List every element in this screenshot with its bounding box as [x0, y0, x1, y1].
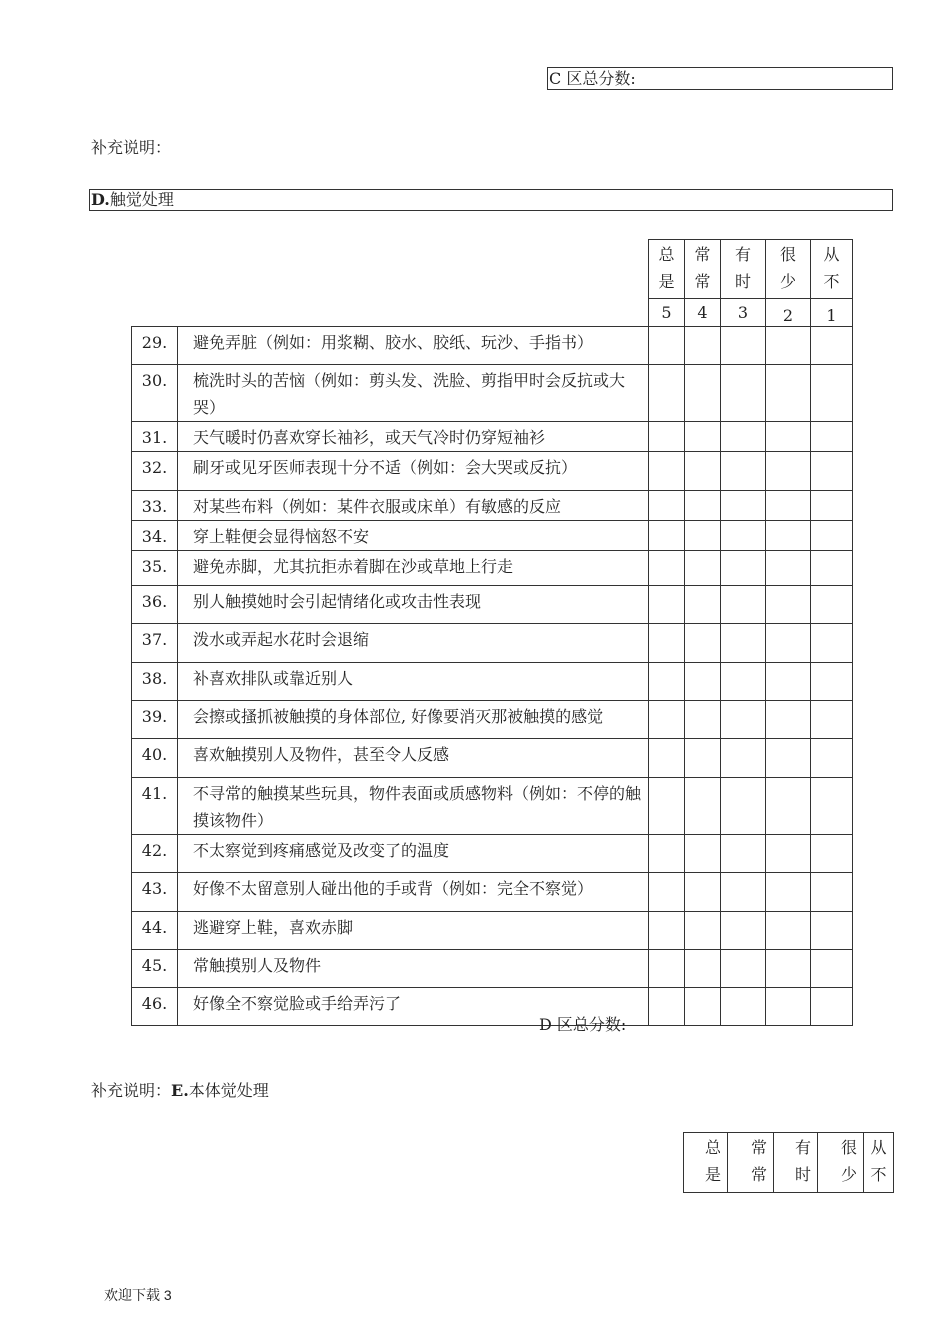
item-text: 不寻常的触摸某些玩具，物件表面或质感物料（例如：不停的触摸该物件） — [178, 778, 649, 835]
rating-cell-score-4[interactable] — [685, 365, 721, 422]
rating-cell-score-5[interactable] — [649, 491, 685, 521]
item-text: 喜欢触摸别人及物件，甚至令人反感 — [178, 739, 649, 778]
rating-cell-score-3[interactable] — [721, 624, 766, 663]
supplement-label-2: 补充说明： — [91, 1081, 172, 1100]
freq-header-seldom: 很 少 — [766, 240, 811, 299]
table-row — [132, 701, 853, 739]
rating-cell-score-2[interactable] — [766, 452, 811, 491]
item-text: 天气暖时仍喜欢穿长袖衫，或天气冷时仍穿短袖衫 — [178, 422, 649, 452]
table-row — [132, 327, 853, 365]
rating-cell-score-1[interactable] — [811, 739, 853, 778]
item-number: 35. — [132, 551, 178, 586]
rating-cell-score-4[interactable] — [685, 624, 721, 663]
rating-cell-score-2[interactable] — [766, 586, 811, 624]
rating-cell-score-3[interactable] — [721, 739, 766, 778]
rating-cell-score-2[interactable] — [766, 327, 811, 365]
e-freq-header-sometimes: 有 时 — [774, 1133, 818, 1193]
table-row — [132, 873, 853, 912]
table-row — [132, 663, 853, 701]
rating-cell-score-5[interactable] — [649, 912, 685, 950]
table-row — [132, 422, 853, 452]
section-e-frequency-header — [683, 1132, 894, 1193]
rating-cell-score-1[interactable] — [811, 624, 853, 663]
rating-cell-score-4[interactable] — [685, 586, 721, 624]
rating-cell-score-1[interactable] — [811, 950, 853, 988]
rating-cell-score-3[interactable] — [721, 586, 766, 624]
rating-cell-score-4[interactable] — [685, 452, 721, 491]
score-4: 4 — [685, 299, 721, 327]
rating-cell-score-2[interactable] — [766, 663, 811, 701]
item-number: 29. — [132, 327, 178, 365]
supplement-label-text: 补充说明： — [91, 138, 172, 157]
rating-cell-score-2[interactable] — [766, 422, 811, 452]
item-text: 好像全不察觉脸或手给弄污了 — [178, 988, 649, 1026]
rating-cell-score-5[interactable] — [649, 327, 685, 365]
rating-cell-score-3[interactable] — [721, 365, 766, 422]
rating-cell-score-4[interactable] — [685, 663, 721, 701]
section-d-frequency-header — [648, 239, 853, 327]
rating-cell-score-3[interactable] — [721, 912, 766, 950]
rating-cell-score-1[interactable] — [811, 327, 853, 365]
section-c-total-box — [547, 67, 893, 90]
rating-cell-score-5[interactable] — [649, 452, 685, 491]
rating-cell-score-4[interactable] — [685, 551, 721, 586]
rating-cell-score-2[interactable] — [766, 988, 811, 1026]
rating-cell-score-4[interactable] — [685, 422, 721, 452]
rating-cell-score-4[interactable] — [685, 491, 721, 521]
item-number: 38. — [132, 663, 178, 701]
rating-cell-score-1[interactable] — [811, 873, 853, 912]
rating-cell-score-5[interactable] — [649, 422, 685, 452]
rating-cell-score-1[interactable] — [811, 988, 853, 1026]
rating-cell-score-2[interactable] — [766, 950, 811, 988]
section-d-total-text: D 区总分数: — [539, 1015, 627, 1034]
item-number: 31. — [132, 422, 178, 452]
rating-cell-score-4[interactable] — [685, 873, 721, 912]
freq-header-sometimes: 有 时 — [721, 240, 766, 299]
item-number: 43. — [132, 873, 178, 912]
rating-cell-score-1[interactable] — [811, 586, 853, 624]
item-number: 36. — [132, 586, 178, 624]
rating-cell-score-5[interactable] — [649, 586, 685, 624]
e-freq-header-seldom: 很 少 — [818, 1133, 864, 1193]
table-row — [132, 521, 853, 551]
item-text: 刷牙或见牙医师表现十分不适（例如：会大哭或反抗） — [178, 452, 649, 491]
table-row — [132, 365, 853, 422]
rating-cell-score-2[interactable] — [766, 365, 811, 422]
item-number: 41. — [132, 778, 178, 835]
item-number: 42. — [132, 835, 178, 873]
rating-cell-score-3[interactable] — [721, 873, 766, 912]
table-row — [132, 491, 853, 521]
rating-cell-score-1[interactable] — [811, 365, 853, 422]
section-e-prefix: E. — [171, 1081, 189, 1100]
rating-cell-score-5[interactable] — [649, 365, 685, 422]
rating-cell-score-4[interactable] — [685, 327, 721, 365]
item-text: 会擦或搔抓被触摸的身体部位, 好像要消灭那被触摸的感觉 — [178, 701, 649, 739]
table-row — [132, 835, 853, 873]
table-row — [132, 988, 853, 1026]
rating-cell-score-1[interactable] — [811, 663, 853, 701]
score-2: 2 — [766, 299, 811, 327]
rating-cell-score-3[interactable] — [721, 521, 766, 551]
rating-cell-score-1[interactable] — [811, 835, 853, 873]
rating-cell-score-1[interactable] — [811, 452, 853, 491]
rating-cell-score-1[interactable] — [811, 491, 853, 521]
rating-cell-score-3[interactable] — [721, 452, 766, 491]
section-d-total-label — [539, 1015, 626, 1035]
item-number: 39. — [132, 701, 178, 739]
rating-cell-score-3[interactable] — [721, 491, 766, 521]
page-footer — [104, 1285, 172, 1305]
rating-cell-score-4[interactable] — [685, 950, 721, 988]
rating-cell-score-3[interactable] — [721, 701, 766, 739]
rating-cell-score-3[interactable] — [721, 663, 766, 701]
rating-cell-score-5[interactable] — [649, 701, 685, 739]
table-row — [132, 624, 853, 663]
section-d-title: 触觉处理 — [109, 190, 174, 209]
table-row — [132, 551, 853, 586]
rating-cell-score-5[interactable] — [649, 551, 685, 586]
footer-text: 欢迎下载 3 — [104, 1287, 172, 1303]
rating-cell-score-2[interactable] — [766, 551, 811, 586]
rating-cell-score-3[interactable] — [721, 327, 766, 365]
section-d-title-bar — [89, 189, 893, 211]
item-text: 梳洗时头的苦恼（例如：剪头发、洗脸、剪指甲时会反抗或大哭） — [178, 365, 649, 422]
section-d-items-table — [131, 326, 853, 1026]
rating-cell-score-5[interactable] — [649, 521, 685, 551]
rating-cell-score-4[interactable] — [685, 988, 721, 1026]
rating-cell-score-2[interactable] — [766, 912, 811, 950]
rating-cell-score-4[interactable] — [685, 778, 721, 835]
item-number: 33. — [132, 491, 178, 521]
table-row — [132, 950, 853, 988]
score-5: 5 — [649, 299, 685, 327]
item-number: 44. — [132, 912, 178, 950]
e-freq-header-often: 常 常 — [728, 1133, 774, 1193]
rating-cell-score-4[interactable] — [685, 701, 721, 739]
rating-cell-score-4[interactable] — [685, 521, 721, 551]
item-text: 穿上鞋便会显得恼怒不安 — [178, 521, 649, 551]
rating-cell-score-2[interactable] — [766, 624, 811, 663]
rating-cell-score-2[interactable] — [766, 873, 811, 912]
section-d-prefix: D. — [91, 190, 110, 209]
item-text: 常触摸别人及物件 — [178, 950, 649, 988]
rating-cell-score-3[interactable] — [721, 950, 766, 988]
rating-cell-score-3[interactable] — [721, 988, 766, 1026]
item-number: 40. — [132, 739, 178, 778]
freq-header-often: 常 常 — [685, 240, 721, 299]
table-row — [132, 452, 853, 491]
rating-cell-score-5[interactable] — [649, 663, 685, 701]
item-text: 泼水或弄起水花时会退缩 — [178, 624, 649, 663]
supplement-label — [91, 138, 171, 158]
rating-cell-score-5[interactable] — [649, 950, 685, 988]
score-3: 3 — [721, 299, 766, 327]
rating-cell-score-5[interactable] — [649, 873, 685, 912]
item-number: 45. — [132, 950, 178, 988]
freq-header-always: 总 是 — [649, 240, 685, 299]
item-text: 逃避穿上鞋，喜欢赤脚 — [178, 912, 649, 950]
section-c-total-label: C 区总分数: — [549, 69, 636, 88]
item-text: 不太察觉到疼痛感觉及改变了的温度 — [178, 835, 649, 873]
rating-cell-score-1[interactable] — [811, 701, 853, 739]
rating-cell-score-4[interactable] — [685, 739, 721, 778]
rating-cell-score-2[interactable] — [766, 521, 811, 551]
rating-cell-score-5[interactable] — [649, 778, 685, 835]
rating-cell-score-5[interactable] — [649, 835, 685, 873]
item-text: 补喜欢排队或靠近别人 — [178, 663, 649, 701]
rating-cell-score-3[interactable] — [721, 835, 766, 873]
rating-cell-score-3[interactable] — [721, 422, 766, 452]
rating-cell-score-2[interactable] — [766, 701, 811, 739]
e-freq-header-always: 总 是 — [684, 1133, 728, 1193]
rating-cell-score-1[interactable] — [811, 551, 853, 586]
rating-cell-score-3[interactable] — [721, 551, 766, 586]
table-row — [132, 739, 853, 778]
freq-header-never: 从 不 — [811, 240, 853, 299]
rating-cell-score-2[interactable] — [766, 835, 811, 873]
rating-cell-score-2[interactable] — [766, 739, 811, 778]
item-number: 37. — [132, 624, 178, 663]
item-text: 避免赤脚，尤其抗拒赤着脚在沙或草地上行走 — [178, 551, 649, 586]
item-text: 避免弄脏（例如：用浆糊、胶水、胶纸、玩沙、手指书） — [178, 327, 649, 365]
item-number: 46. — [132, 988, 178, 1026]
rating-cell-score-4[interactable] — [685, 835, 721, 873]
rating-cell-score-2[interactable] — [766, 491, 811, 521]
rating-cell-score-4[interactable] — [685, 912, 721, 950]
rating-cell-score-1[interactable] — [811, 912, 853, 950]
table-row — [132, 586, 853, 624]
item-number: 34. — [132, 521, 178, 551]
item-text: 好像不太留意别人碰出他的手或背（例如：完全不察觉） — [178, 873, 649, 912]
rating-cell-score-1[interactable] — [811, 778, 853, 835]
item-number: 30. — [132, 365, 178, 422]
table-row — [132, 778, 853, 835]
rating-cell-score-1[interactable] — [811, 422, 853, 452]
section-e-heading — [91, 1081, 269, 1101]
score-1: 1 — [811, 299, 853, 327]
e-freq-header-never: 从 不 — [864, 1133, 894, 1193]
table-row — [132, 912, 853, 950]
rating-cell-score-5[interactable] — [649, 624, 685, 663]
rating-cell-score-5[interactable] — [649, 739, 685, 778]
item-number: 32. — [132, 452, 178, 491]
rating-cell-score-2[interactable] — [766, 778, 811, 835]
rating-cell-score-5[interactable] — [649, 988, 685, 1026]
item-text: 别人触摸她时会引起情绪化或攻击性表现 — [178, 586, 649, 624]
section-e-title: 本体觉处理 — [188, 1081, 269, 1100]
rating-cell-score-3[interactable] — [721, 778, 766, 835]
item-text: 对某些布料（例如：某件衣服或床单）有敏感的反应 — [178, 491, 649, 521]
rating-cell-score-1[interactable] — [811, 521, 853, 551]
